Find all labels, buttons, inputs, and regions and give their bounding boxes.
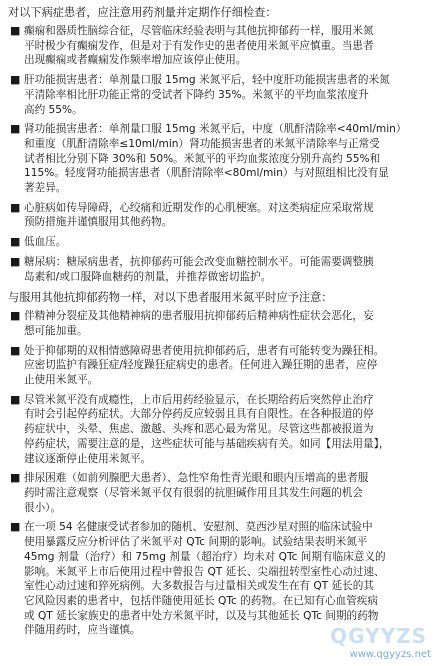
bullet-line: 影响。米氮平上市后使用过程中曾报告 QT 延长、尖端扭转型室性心动过速、	[24, 565, 385, 578]
bullet-line: 癫痫和器质性脑综合征，尽管临床经验表明与其他抗抑郁药一样，服用米氮	[24, 25, 374, 37]
bullet-line: 在一项 54 名健康受试者参加的随机、安慰剂、莫西沙星对照的临床试验中	[24, 521, 373, 534]
bullet-marker-icon: ■	[10, 200, 21, 214]
bullet-line: 岛素和/或口服降血糖药的剂量，并推荐做密切监护。	[24, 270, 272, 283]
bullet-line: 应密切监护有躁狂症/轻度躁狂症病史的患者。任何进入躁狂期的患者，应停	[24, 359, 378, 372]
bullet-item	[8, 255, 428, 284]
bullet-line: 很小）。	[24, 501, 62, 514]
document-page	[8, 4, 428, 643]
bullet-line: 预防措施并谨慎服用其他药物。	[24, 216, 173, 229]
bullet-line: 试者相比分别下降 30%和 50%。米氮平的平均血浆浓度分别升高约 55%和	[24, 152, 381, 165]
bullet-item	[8, 344, 428, 388]
bullet-line: 肾功能损害患者：单剂量口服 15mg 米氮平后，中度（肌酐清除率<40ml/min）	[24, 123, 407, 136]
bullet-line: 有时会引起停药症状。大部分停药反应较弱且具有自限性。在各种报道的停	[24, 408, 374, 421]
bullet-item	[8, 393, 428, 467]
section1-list	[8, 24, 428, 284]
bullet-marker-icon: ■	[10, 122, 21, 136]
bullet-line: 它风险因素的患者中，包括伴随使用延长 QTc 的药物。在已知有心血管疾病	[24, 594, 378, 607]
bullet-line: 使用暴露反应分析评估了米氮平对 QTc 间期的影响。试验结果表明米氮平	[24, 536, 368, 549]
bullet-line: 糖尿病：糖尿病患者，抗抑郁药可能会改变血糖控制水平。可能需要调整胰	[24, 255, 374, 268]
bullet-line: 平清除率相比肝功能正常的受试者下降约 35%。米氮平的平均血浆浓度升	[24, 88, 369, 101]
section1-intro: 对以下病症患者，应注意用药剂量并定期作仔细检查：	[8, 6, 277, 19]
bullet-line: 想可能加重。	[24, 324, 88, 337]
bullet-line: 药时需注意观察（尽管米氮平仅有很弱的抗胆碱作用且其发生问题的机会	[24, 486, 363, 499]
bullet-line: 平时极少有癫痫发作，但是对于有发作史的患者使用米氮平应慎重。当患者	[24, 39, 374, 52]
bullet-line: 处于抑郁期的双相情感障碍患者使用抗抑郁药后，患者有可能转变为躁狂相。	[24, 344, 385, 357]
bullet-item	[8, 235, 428, 250]
bullet-marker-icon: ■	[10, 392, 21, 406]
bullet-line: 著差异。	[24, 182, 67, 195]
section2-list	[8, 309, 428, 638]
bullet-item	[8, 122, 428, 196]
bullet-line: 和重度（肌酐清除率≤10ml/min）肾功能损害患者的米氮平清除率与正常受	[24, 137, 380, 150]
bullet-item	[8, 309, 428, 338]
bullet-item	[8, 520, 428, 638]
bullet-item	[8, 73, 428, 117]
bullet-marker-icon: ■	[10, 235, 21, 249]
bullet-marker-icon: ■	[10, 309, 21, 323]
bullet-line: 药症状中，头晕、焦虑、激越、头疼和恶心最为常见。尽管这些都被报道为	[24, 423, 374, 436]
bullet-line: 室性心动过速和猝死病例。大多数报告与过量相关或发生在有 QT 延长的其	[24, 580, 374, 593]
bullet-line: 肝功能损害患者：单剂量口服 15mg 米氮平后，轻中度肝功能损害患者的米氮	[24, 74, 390, 87]
bullet-item	[8, 471, 428, 515]
bullet-line: 心脏病如传导障碍，心绞痛和近期发作的心肌梗塞。对这类病症应采取常规	[24, 201, 374, 214]
bullet-marker-icon: ■	[10, 343, 21, 357]
watermark-url: www.qgyyzs.net	[349, 649, 431, 660]
bullet-line: 高约 55%。	[24, 103, 83, 116]
bullet-marker-icon: ■	[10, 471, 21, 485]
bullet-line: 伴随用药时，应当谨慎。	[24, 624, 141, 637]
bullet-line: 45mg 剂量（治疗）和 75mg 剂量（超治疗）均未对 QTc 间期有临床意义的	[24, 550, 386, 563]
section2-intro: 与服用其他抗抑郁药物一样，对以下患者服用米氮平时应予注意：	[8, 291, 333, 305]
bullet-line: 尽管米氮平没有成瘾性，上市后用药经验显示，在长期给药后突然停止治疗	[24, 393, 374, 406]
bullet-marker-icon: ■	[10, 520, 21, 534]
bullet-marker-icon: ■	[10, 73, 21, 87]
bullet-line: 排尿困难（如前列腺肥大患者）、急性窄角性青光眼和眼内压增高的患者服	[24, 472, 369, 485]
bullet-line: 115%。轻度肾功能损害患者（肌酐清除率<80ml/min）与对照组相比没有显	[24, 167, 389, 180]
bullet-line: 或 QT 延长家族史的患者中处方米氮平时，以及与其他延长 QTc 间期的药物	[24, 609, 379, 622]
bullet-item	[8, 201, 428, 230]
bullet-line: 停药症状，需要注意的是，这些症状可能与基础疾病有关。如同【用法用量】，	[24, 437, 390, 450]
bullet-line: 低血压。	[24, 236, 67, 249]
bullet-line: 止使用米氮平。	[24, 374, 99, 387]
bullet-marker-icon: ■	[10, 254, 21, 268]
bullet-line: 出现癫痫或者癫痫发作频率增加应该停止使用。	[24, 54, 247, 67]
bullet-line: 伴精神分裂症及其他精神病的患者服用抗抑郁药后精神病性症状会恶化，妄	[24, 310, 374, 323]
watermark-brand: QGYYZS	[330, 624, 427, 648]
bullet-item	[8, 24, 428, 68]
bullet-marker-icon: ■	[10, 24, 21, 37]
watermark-logo	[291, 622, 431, 662]
bullet-line: 建议逐渐停止使用米氮平。	[24, 452, 152, 465]
